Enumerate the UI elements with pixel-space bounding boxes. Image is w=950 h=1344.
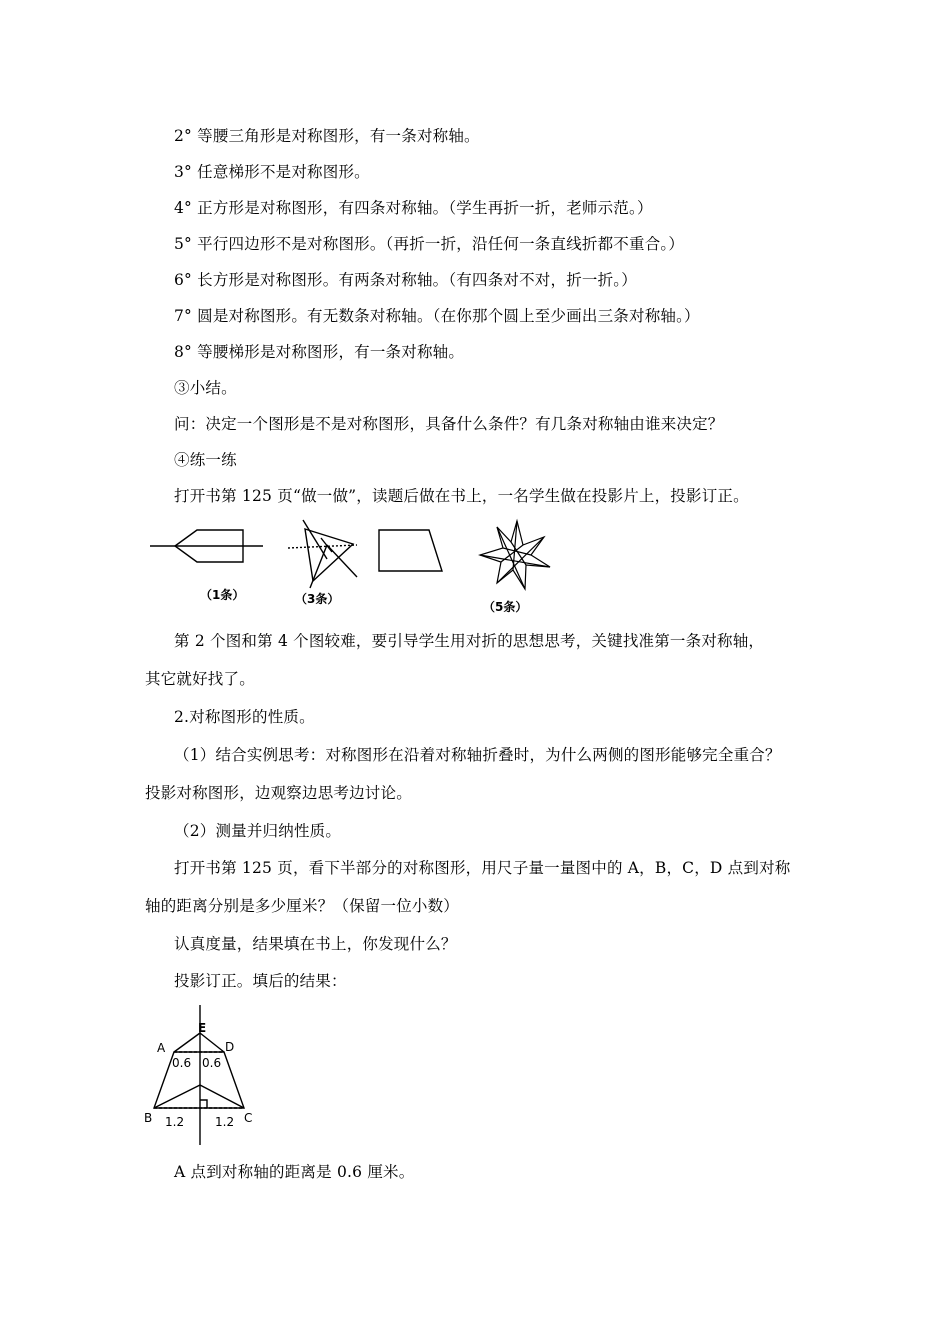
text-line-15: （1）结合实例思考：对称图形在沿着对称轴折叠时，为什么两侧的图形能够完全重合？	[174, 746, 781, 764]
text-line-18: 打开书第 125 页，看下半部分的对称图形，用尺子量一量图中的 A，B，C，D 点到对称	[174, 859, 791, 877]
text-line-22: A 点到对称轴的距离是 0.6 厘米。	[174, 1163, 415, 1181]
arrow-pentagon-shape	[150, 530, 263, 562]
label-b: B	[144, 1111, 153, 1125]
star-shape	[480, 521, 550, 589]
text-line-16: 投影对称图形，边观察边思考边讨论。	[145, 784, 412, 802]
text-line-10: ④练一练	[174, 451, 237, 469]
text-line-1: 2° 等腰三角形是对称图形，有一条对称轴。	[174, 127, 480, 145]
label-a: A	[157, 1041, 166, 1055]
value-top-left: 0.6	[172, 1056, 192, 1070]
text-line-6: 7° 圆是对称图形。有无数条对称轴。（在你那个圆上至少画出三条对称轴。）	[174, 307, 700, 325]
value-bottom-right: 1.2	[215, 1115, 235, 1129]
text-line-14: 2.对称图形的性质。	[174, 708, 315, 726]
text-line-13: 其它就好找了。	[145, 670, 255, 688]
text-line-19: 轴的距离分别是多少厘米？（保留一位小数）	[145, 897, 460, 915]
text-line-7: 8° 等腰梯形是对称图形，有一条对称轴。	[174, 343, 465, 361]
text-line-5: 6° 长方形是对称图形。有两条对称轴。（有四条对不对，折一折。）	[174, 271, 637, 289]
trapezoid-figure	[140, 1000, 270, 1150]
text-line-12: 第 2 个图和第 4 个图较难，要引导学生用对折的思想思考，关键找准第一条对称轴，	[174, 632, 765, 650]
text-line-8: ③小结。	[174, 379, 237, 397]
text-line-21: 投影订正。填后的结果：	[174, 972, 347, 990]
parallelogram-shape	[379, 530, 442, 571]
value-top-right: 0.6	[202, 1056, 222, 1070]
text-line-4: 5° 平行四边形不是对称图形。（再折一折，沿任何一条直线折都不重合。）	[174, 235, 685, 253]
caption-1: （1条）	[200, 588, 245, 602]
symmetry-figures	[145, 515, 705, 620]
caption-3: （5条）	[483, 600, 528, 614]
text-line-9: 问：决定一个图形是不是对称图形，具备什么条件？有几条对称轴由谁来决定？	[174, 415, 724, 433]
caption-2: （3条）	[295, 592, 340, 606]
label-d: D	[225, 1040, 235, 1054]
text-line-20: 认真度量，结果填在书上，你发现什么？	[174, 935, 457, 953]
text-line-17: （2）测量并归纳性质。	[174, 822, 342, 840]
text-line-3: 4° 正方形是对称图形，有四条对称轴。（学生再折一折，老师示范。）	[174, 199, 653, 217]
text-line-2: 3° 任意梯形不是对称图形。	[174, 163, 370, 181]
triangle-shape	[288, 520, 357, 588]
label-c: C	[244, 1111, 253, 1125]
value-bottom-left: 1.2	[165, 1115, 185, 1129]
text-line-11: 打开书第 125 页“做一做”，读题后做在书上，一名学生做在投影片上，投影订正。	[174, 487, 749, 505]
label-e: E	[198, 1021, 207, 1035]
